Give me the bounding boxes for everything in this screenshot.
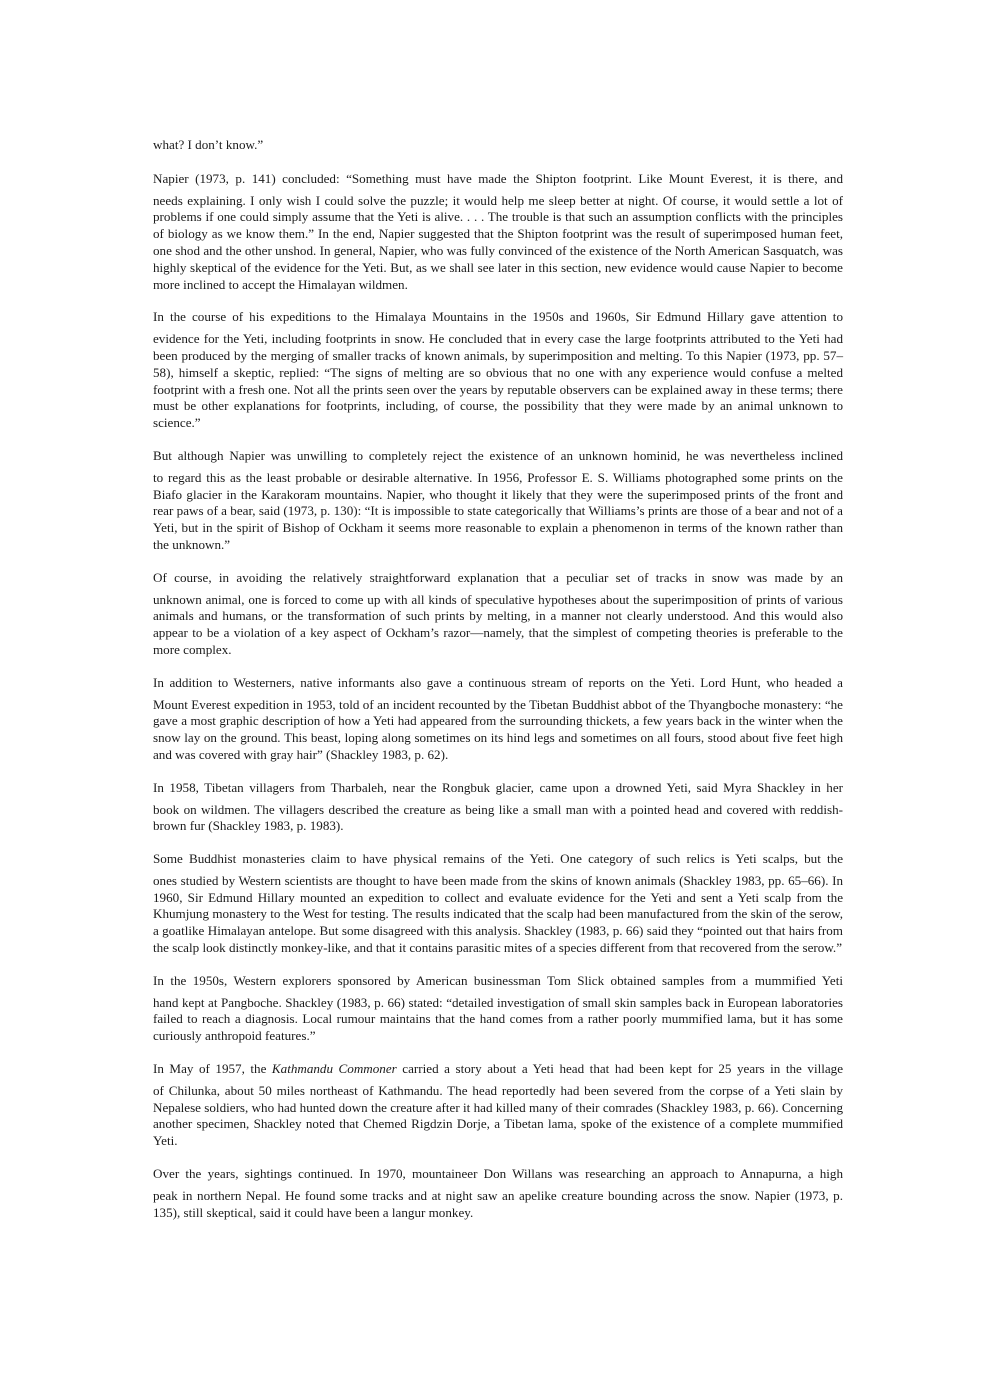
paragraph-first-line: Napier (1973, p. 141) concluded: “Something must have made the Shipton footprint. Like Mount Everest, it is there, and bbox=[153, 170, 843, 186]
document-page bbox=[153, 137, 843, 1237]
paragraph-body: book on wildmen. The villagers described the creature as being like a small man with a pointed head and covered with reddish-brown fur (Shackley 1983, p. 1983). bbox=[153, 801, 843, 834]
paragraph-williams-prints bbox=[153, 448, 843, 554]
first-line-pre: In May of 1957, the bbox=[153, 1061, 272, 1077]
paragraph-first-line: But although Napier was unwilling to completely reject the existence of an unknown hominid, he was nevertheless inclined bbox=[153, 447, 843, 463]
newspaper-title: Kathmandu Commoner bbox=[271, 1061, 397, 1077]
paragraph-sightings-continued bbox=[153, 1166, 843, 1221]
paragraph-body: to regard this as the least probable or desirable alternative. In 1956, Professor E. S. Williams photographed some prints on the Biafo glacier in the Karakoram mountains. Napier, who thought it likely that they were the superimposed prints of the front and rear paws of a bear, said (1973, p. 130): “It is impossible to state categorically that Williams’s prints are those of a bear and not of a Yeti, but in the spirit of Bishop of Ockham it seems more reasonable to explain a phenomenon in terms of the known rather than the unknown.” bbox=[153, 469, 843, 552]
paragraph-first-line: In 1958, Tibetan villagers from Tharbaleh, near the Rongbuk glacier, came upon a drowned Yeti, said Myra Shackley in her bbox=[153, 779, 843, 795]
paragraph-body: of Chilunka, about 50 miles northeast of Kathmandu. The head reportedly had been severed from the corpse of a Yeti slain by Nepalese soldiers, who had hunted down the creature after it had killed many of their comrades (Shackley 1983, p. 66). Concerning another specimen, Shackley noted that Chemed Rigdzin Dorje, a Tibetan lama, spoke of the existence of a complete mummified Yeti. bbox=[153, 1082, 843, 1149]
paragraph-body: peak in northern Nepal. He found some tracks and at night saw an apelike creature bounding across the snow. Napier (1973, p. 135), still skeptical, said it could have been a langur monkey. bbox=[153, 1187, 843, 1220]
paragraph-body: Mount Everest expedition in 1953, told of an incident recounted by the Tibetan Buddhist abbot of the Thyangboche monastery: “he gave a most graphic description of how a Yeti had appeared from the surrounding thickets, a few years back in the winter when the snow lay on the ground. This beast, loping along sometimes on its hind legs and sometimes on all fours, stood about five feet high and was covered with gray hair” (Shackley 1983, p. 62). bbox=[153, 696, 843, 762]
paragraph-napier-conclusion bbox=[153, 171, 843, 294]
paragraph-ockhams-razor bbox=[153, 570, 843, 659]
first-line-post: carried a story about a Yeti head that had been kept for 25 years in the village bbox=[396, 1061, 844, 1077]
paragraph-first-line: Some Buddhist monasteries claim to have physical remains of the Yeti. One category of such relics is Yeti scalps, but the bbox=[153, 851, 843, 867]
paragraph-first-line: In the course of his expeditions to the Himalaya Mountains in the 1950s and 1960s, Sir Edmund Hillary gave attention to bbox=[153, 309, 843, 325]
paragraph-first-line: Over the years, sightings continued. In 1970, mountaineer Don Willans was researching an approach to Annapurna, a high bbox=[153, 1166, 843, 1182]
paragraph-first-line: In addition to Westerners, native informants also gave a continuous stream of reports on the Yeti. Lord Hunt, who headed a bbox=[153, 674, 843, 690]
paragraph-drowned-yeti bbox=[153, 780, 843, 835]
paragraph-first-line bbox=[153, 1061, 843, 1078]
paragraph-mummified-hand bbox=[153, 973, 843, 1045]
paragraph-native-informants bbox=[153, 675, 843, 764]
paragraph-yeti-scalps bbox=[153, 851, 843, 957]
paragraph-body: needs explaining. I only wish I could solve the puzzle; it would help me sleep better at night. Of course, it would settle a lot of problems if one could simply assume that the Yeti is alive. . . . The trouble is that such an assumption conflicts with the principles of biology as we know them.” In the end, Napier suggested that the Shipton footprint was the result of superimposed human feet, one shod and the other unshod. In general, Napier, who was fully convinced of the existence of the North American Sasquatch, was highly skeptical of the evidence for the Yeti. But, as we shall see later in this section, new evidence would cause Napier to become more inclined to accept the Himalayan wildmen. bbox=[153, 192, 843, 292]
paragraph-yeti-head bbox=[153, 1061, 843, 1150]
paragraph-first-line: Of course, in avoiding the relatively straightforward explanation that a peculiar set of tracks in snow was made by an bbox=[153, 569, 843, 585]
paragraph-body: ones studied by Western scientists are thought to have been made from the skins of known animals (Shackley 1983, pp. 65–66). In 1960, Sir Edmund Hillary mounted an expedition to collect and evaluate evidence for the Yeti and sent a Yeti scalp from the Khumjung monastery to the West for testing. The results indicated that the scalp had been manufactured from the skin of the serow, a goatlike Himalayan antelope. But some disagreed with this analysis. Shackley (1983, p. 66) said they “pointed out that hairs from the scalp look distinctly monkey-like, and that it contains parasitic mites of a species different from that recovered from the serow.” bbox=[153, 872, 843, 956]
paragraph-body: hand kept at Pangboche. Shackley (1983, p. 66) stated: “detailed investigation of small skin samples back in European laboratories failed to reach a diagnosis. Local rumour maintains that the hand comes from a rather poorly mummified lama, but it has some curiously anthropoid features.” bbox=[153, 994, 843, 1044]
lead-fragment: what? I don’t know.” bbox=[153, 137, 264, 152]
paragraph-body: evidence for the Yeti, including footprints in snow. He concluded that in every case the large footprints attributed to the Yeti had been produced by the merging of smaller tracks of known animals, by superimposition and melting. To this Napier (1973, pp. 57– 58), himself a skeptic, replied: “The signs of melting are so obvious that no one with any experience would confuse a melted footprint with a fresh one. Not all the prints seen over the years by reputable observers can be explained away in these terms; there must be other explanations for footprints, including, of course, the possibility that they were made by an animal unknown to science.” bbox=[153, 331, 843, 431]
paragraph-hillary-expeditions bbox=[153, 309, 843, 432]
paragraph-body: unknown animal, one is forced to come up with all kinds of speculative hypotheses about the superimposition of prints of various animals and humans, or the transformation of such prints by melting, in a manner not clearly understood. And this would also appear to be a violation of a key aspect of Ockham’s razor—namely, that the simplest of competing theories is preferable to the more complex. bbox=[153, 591, 843, 657]
paragraph-first-line: In the 1950s, Western explorers sponsored by American businessman Tom Slick obtained samples from a mummified Yeti bbox=[153, 972, 843, 988]
